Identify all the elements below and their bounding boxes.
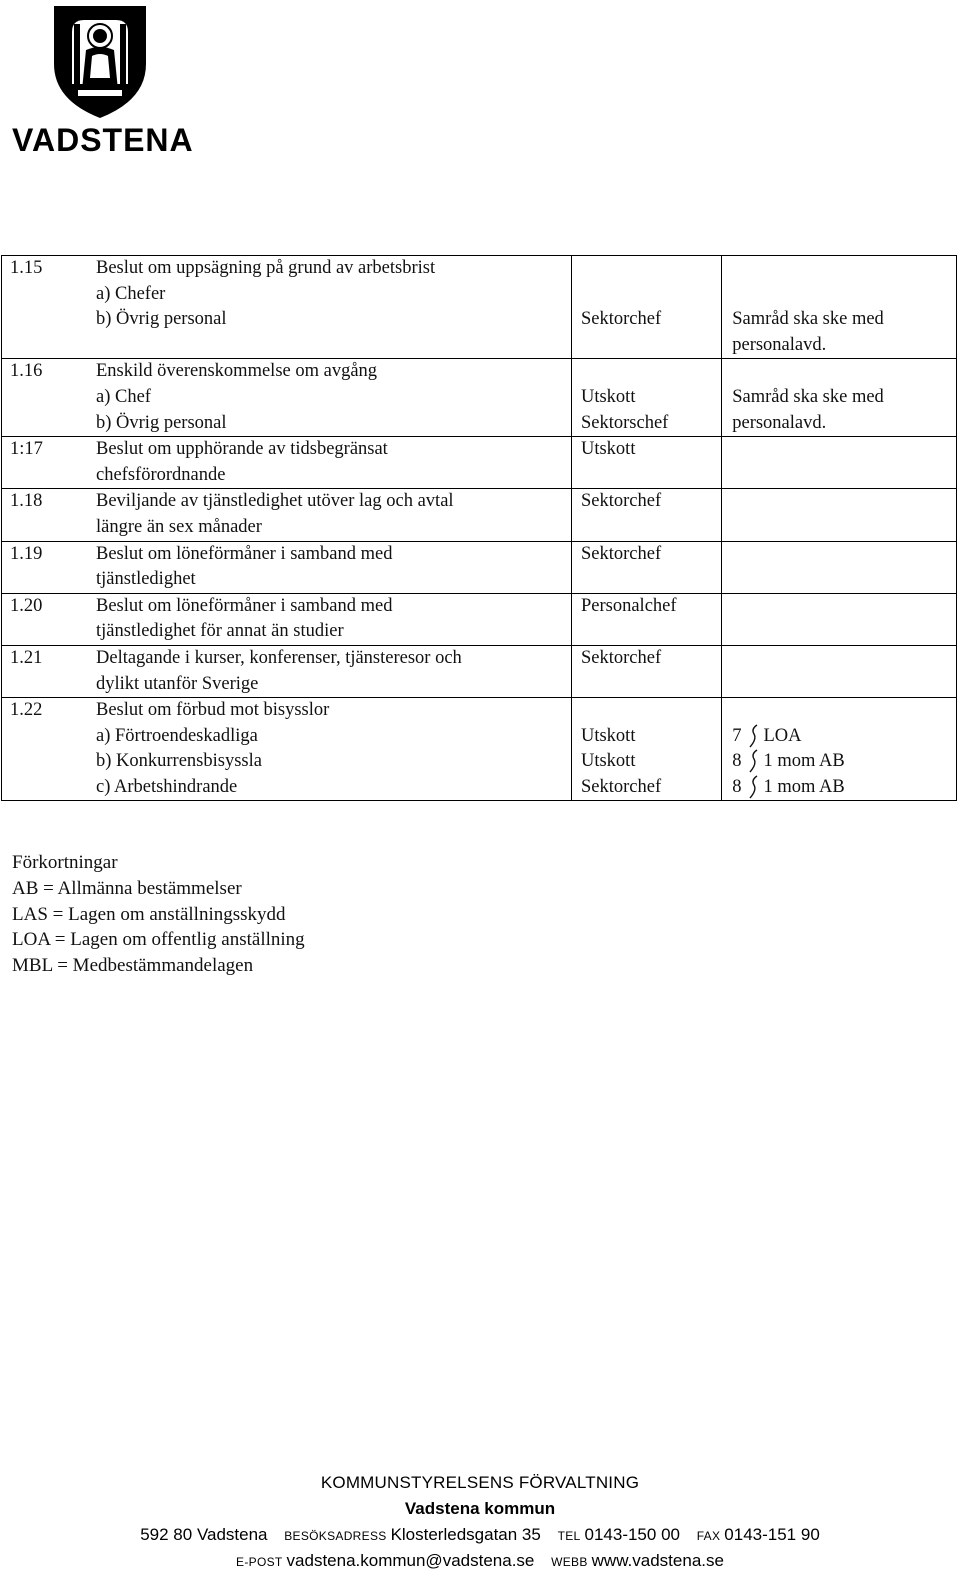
footer-office: KOMMUNSTYRELSENS FÖRVALTNING bbox=[320, 1473, 640, 1492]
note-cell bbox=[722, 437, 957, 489]
delegate-cell bbox=[571, 489, 721, 541]
reference-number: 7 bbox=[732, 725, 742, 746]
coat-of-arms-icon bbox=[12, 4, 188, 122]
delegate-cell bbox=[571, 698, 721, 801]
item-description bbox=[96, 489, 571, 540]
footer-contact-line bbox=[0, 1522, 960, 1549]
spacer bbox=[732, 256, 956, 282]
delegation-item bbox=[10, 489, 571, 540]
spacer bbox=[581, 698, 721, 724]
reference-text: LOA bbox=[763, 725, 802, 746]
description-line: Beslut om löneförmåner i samband med bbox=[96, 543, 393, 564]
legal-reference bbox=[732, 775, 956, 801]
delegate-cell bbox=[571, 593, 721, 645]
description-line: a) Chef bbox=[96, 386, 151, 407]
spacer bbox=[732, 698, 956, 724]
description-line: Deltagande i kurser, konferenser, tjänsteresor och bbox=[96, 647, 462, 668]
description-line: tjänstledighet bbox=[96, 569, 196, 590]
description-line: Beviljande av tjänstledighet utöver lag och avtal bbox=[96, 491, 454, 512]
item-description bbox=[96, 646, 571, 697]
description-cell bbox=[2, 359, 572, 437]
description-line: Beslut om uppsägning på grund av arbetsbrist bbox=[96, 258, 436, 278]
abbreviation-item: MBL = Medbestämmandelagen bbox=[12, 955, 254, 977]
reference-text: 1 mom AB bbox=[763, 751, 845, 772]
item-description bbox=[96, 359, 571, 436]
description-cell bbox=[2, 489, 572, 541]
description-line: chefsförordnande bbox=[96, 464, 226, 485]
note-line: personalavd. bbox=[732, 412, 827, 433]
footer-web[interactable]: www.vadstena.se bbox=[591, 1551, 724, 1570]
note-line: Samråd ska ske med bbox=[732, 386, 884, 407]
spacer bbox=[581, 359, 721, 385]
delegate-cell bbox=[571, 437, 721, 489]
delegation-item bbox=[10, 594, 571, 645]
spacer bbox=[581, 256, 721, 282]
spacer bbox=[581, 282, 721, 308]
footer-email[interactable]: vadstena.kommun@vadstena.se bbox=[286, 1551, 535, 1570]
delegate-cell bbox=[571, 541, 721, 593]
footer-fax: 0143-151 90 bbox=[724, 1525, 820, 1544]
item-description bbox=[96, 437, 571, 488]
item-number: 1.20 bbox=[10, 595, 43, 616]
section-sign-icon bbox=[747, 749, 760, 773]
footer-visit-label: BESÖKSADRESS bbox=[284, 1529, 387, 1543]
description-line: b) Övrig personal bbox=[96, 309, 227, 330]
page-footer bbox=[0, 1470, 960, 1574]
description-line: a) Chefer bbox=[96, 283, 166, 304]
item-description bbox=[96, 542, 571, 593]
table-row bbox=[2, 359, 957, 437]
table-row bbox=[2, 698, 957, 801]
delegate-name: Sektorchef bbox=[580, 491, 662, 512]
description-line: c) Arbetshindrande bbox=[96, 776, 238, 797]
abbreviations bbox=[12, 850, 305, 979]
reference-number: 8 bbox=[732, 776, 742, 797]
reference-text: 1 mom AB bbox=[763, 776, 845, 797]
delegate-cell bbox=[571, 256, 721, 359]
delegate-name: Sektorschef bbox=[580, 412, 669, 433]
note-cell bbox=[722, 256, 957, 359]
footer-tel: 0143-150 00 bbox=[584, 1525, 680, 1544]
delegation-item bbox=[10, 359, 571, 436]
vadstena-logo bbox=[12, 4, 194, 158]
footer-email-label: E-POST bbox=[236, 1555, 283, 1569]
description-cell bbox=[2, 437, 572, 489]
description-line: Beslut om upphörande av tidsbegränsat bbox=[96, 439, 388, 460]
description-line: dylikt utanför Sverige bbox=[96, 673, 259, 694]
abbreviation-item: LAS = Lagen om anställningsskydd bbox=[12, 903, 286, 925]
footer-fax-label: FAX bbox=[696, 1529, 721, 1543]
table-row bbox=[2, 437, 957, 489]
legal-reference bbox=[732, 724, 956, 750]
delegate-name: Utskott bbox=[580, 386, 636, 407]
table-row bbox=[2, 489, 957, 541]
description-cell bbox=[2, 698, 572, 801]
note-cell bbox=[722, 593, 957, 645]
description-line: b) Konkurrensbisyssla bbox=[96, 751, 262, 772]
note-cell bbox=[722, 541, 957, 593]
description-cell bbox=[2, 256, 572, 359]
delegate-name: Sektorchef bbox=[580, 776, 662, 797]
legal-reference bbox=[732, 749, 956, 775]
description-line: Beslut om löneförmåner i samband med bbox=[96, 595, 393, 616]
description-cell bbox=[2, 593, 572, 645]
delegation-table bbox=[1, 255, 957, 801]
delegate-name: Sektorchef bbox=[580, 647, 662, 668]
item-number: 1.19 bbox=[10, 543, 43, 564]
spacer bbox=[732, 359, 956, 385]
reference-number: 8 bbox=[732, 751, 742, 772]
logo-wordmark: VADSTENA bbox=[12, 122, 194, 158]
delegation-item bbox=[10, 646, 571, 697]
footer-web-label: WEBB bbox=[551, 1555, 588, 1569]
description-cell bbox=[2, 645, 572, 697]
table-row bbox=[2, 593, 957, 645]
delegate-cell bbox=[571, 645, 721, 697]
note-line: personalavd. bbox=[732, 334, 827, 355]
delegate-name: Utskott bbox=[580, 751, 636, 772]
item-description bbox=[96, 256, 571, 333]
item-number: 1:17 bbox=[10, 439, 43, 460]
note-cell bbox=[722, 489, 957, 541]
item-number: 1.21 bbox=[10, 647, 43, 668]
abbreviation-item: AB = Allmänna bestämmelser bbox=[12, 877, 242, 899]
note-line: Samråd ska ske med bbox=[732, 309, 884, 330]
delegate-name: Sektorchef bbox=[580, 309, 662, 330]
item-number: 1.22 bbox=[10, 700, 43, 721]
delegate-name: Utskott bbox=[580, 725, 636, 746]
delegate-name: Sektorchef bbox=[580, 543, 662, 564]
section-sign-icon bbox=[747, 775, 760, 799]
delegate-cell bbox=[571, 359, 721, 437]
footer-tel-label: TEL bbox=[557, 1529, 581, 1543]
delegation-item bbox=[10, 256, 571, 333]
description-line: b) Övrig personal bbox=[96, 412, 227, 433]
description-line: Enskild överenskommelse om avgång bbox=[96, 361, 378, 382]
footer-web-line bbox=[0, 1549, 960, 1574]
note-cell bbox=[722, 359, 957, 437]
section-sign-icon bbox=[747, 724, 760, 748]
item-description bbox=[96, 698, 571, 800]
item-number: 1.15 bbox=[10, 258, 43, 278]
description-line: Beslut om förbud mot bisysslor bbox=[96, 700, 330, 721]
footer-visit: Klosterledsgatan 35 bbox=[390, 1525, 541, 1544]
note-cell bbox=[722, 645, 957, 697]
delegation-item bbox=[10, 698, 571, 800]
item-description bbox=[96, 594, 571, 645]
description-line: tjänstledighet för annat än studier bbox=[96, 621, 344, 642]
footer-org: Vadstena kommun bbox=[404, 1499, 556, 1518]
delegation-item bbox=[10, 437, 571, 488]
delegation-item bbox=[10, 542, 571, 593]
item-number: 1.16 bbox=[10, 361, 43, 382]
table-row bbox=[2, 645, 957, 697]
footer-postal: 592 80 Vadstena bbox=[140, 1525, 268, 1544]
delegate-name: Utskott bbox=[580, 439, 636, 460]
description-cell bbox=[2, 541, 572, 593]
delegate-name: Personalchef bbox=[580, 595, 677, 616]
description-line: längre än sex månader bbox=[96, 516, 262, 537]
note-cell bbox=[722, 698, 957, 801]
abbreviations-title: Förkortningar bbox=[12, 852, 118, 873]
table-row bbox=[2, 256, 957, 359]
spacer bbox=[732, 282, 956, 308]
abbreviation-item: LOA = Lagen om offentlig anställning bbox=[12, 929, 305, 951]
table-row bbox=[2, 541, 957, 593]
item-number: 1.18 bbox=[10, 491, 43, 512]
description-line: a) Förtroendeskadliga bbox=[96, 725, 258, 746]
